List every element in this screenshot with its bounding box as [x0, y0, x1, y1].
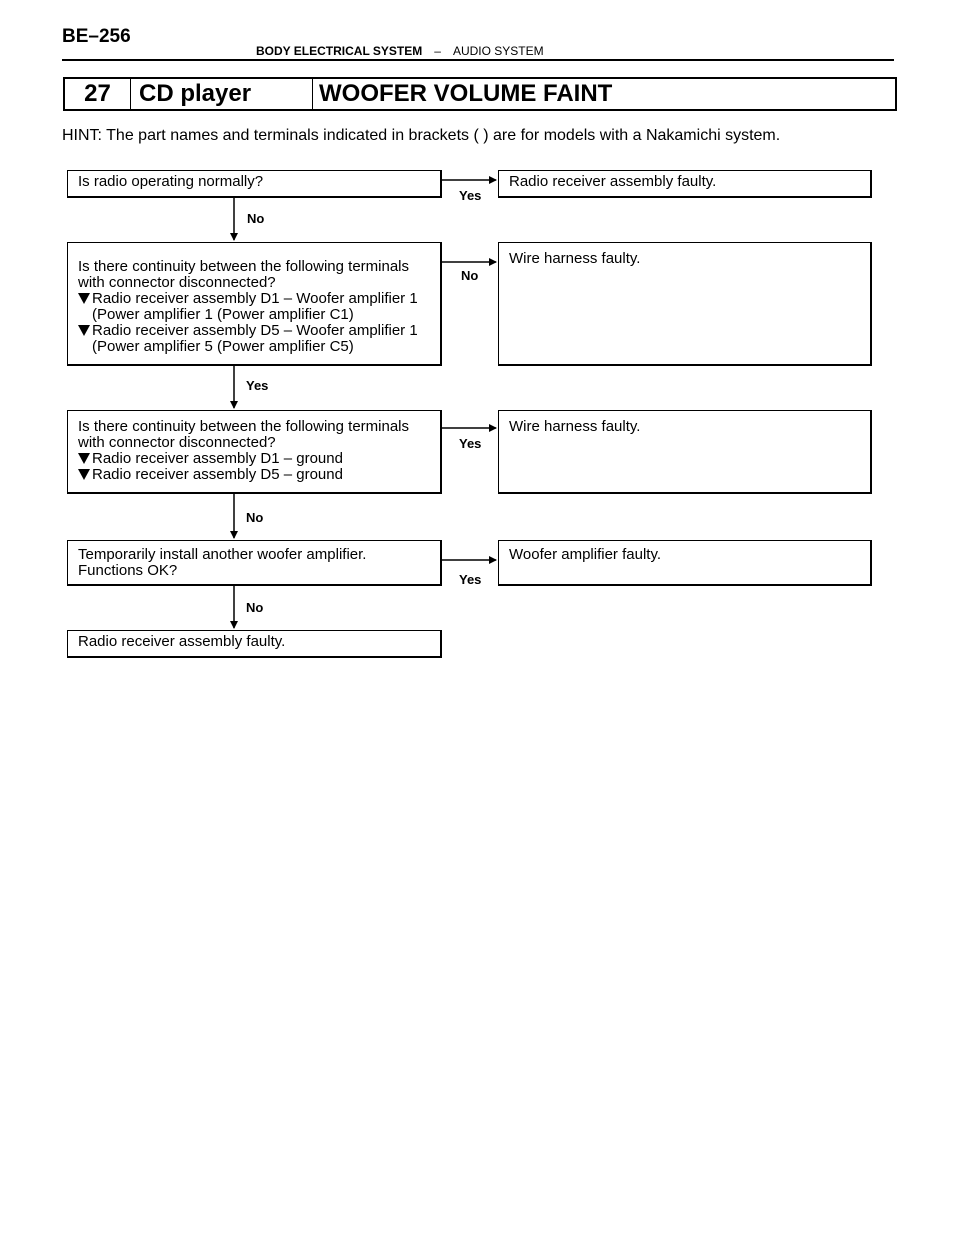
hint-text: HINT: The part names and terminals indicated in brackets ( ) are for models with a Nakamichi system.	[62, 127, 781, 144]
question-line: Is there continuity between the following terminals	[78, 418, 410, 435]
result-final-radio-receiver-faulty	[67, 630, 442, 658]
bullet-item	[78, 467, 430, 483]
result-wire-harness-faulty-1	[498, 242, 872, 366]
label-q1-yes: Yes	[459, 188, 482, 203]
result-wire-harness-faulty-2	[498, 410, 872, 494]
result-radio-receiver-faulty	[498, 170, 872, 198]
bullet-marker-icon	[78, 453, 90, 464]
bullet-item	[78, 451, 430, 467]
page-number: BE–256	[62, 26, 131, 47]
label-q2-yes: Yes	[246, 378, 269, 393]
label-q3-no: No	[246, 510, 264, 525]
question-radio-normal	[67, 170, 442, 198]
result-text: Wire harness faulty.	[509, 418, 641, 435]
header-separator: –	[434, 44, 441, 58]
question-line: with connector disconnected?	[78, 274, 276, 291]
title-number: 27	[65, 79, 131, 109]
bullet-text: Radio receiver assembly D5 – ground	[92, 466, 343, 483]
bullet-item	[78, 323, 430, 339]
label-q3-yes: Yes	[459, 436, 482, 451]
header-system: BODY ELECTRICAL SYSTEM	[256, 44, 423, 58]
bullet-marker-icon	[78, 293, 90, 304]
result-text: Radio receiver assembly faulty.	[78, 633, 286, 650]
result-text: Radio receiver assembly faulty.	[509, 173, 717, 190]
label-q2-no: No	[461, 268, 479, 283]
label-q4-yes: Yes	[459, 572, 482, 587]
title-component: CD player	[131, 79, 313, 109]
result-woofer-amplifier-faulty	[498, 540, 872, 586]
question-line: Is there continuity between the following terminals	[78, 258, 410, 275]
result-text: Wire harness faulty.	[509, 250, 641, 267]
bullet-text: Radio receiver assembly D1 – Woofer amplifier 1	[92, 290, 418, 307]
bullet-item	[78, 291, 430, 307]
question-replace-woofer-amplifier	[67, 540, 442, 586]
header-section: AUDIO SYSTEM	[452, 44, 544, 58]
question-line: with connector disconnected?	[78, 434, 276, 451]
bullet-subtext: (Power amplifier 1 (Power amplifier C1)	[92, 306, 354, 323]
bullet-text: Radio receiver assembly D5 – Woofer amplifier 1	[92, 322, 418, 339]
question-line: Functions OK?	[78, 562, 178, 579]
bullet-text: Radio receiver assembly D1 – ground	[92, 450, 343, 467]
result-text: Woofer amplifier faulty.	[509, 546, 661, 563]
bullet-marker-icon	[78, 325, 90, 336]
question-continuity-ground	[67, 410, 442, 494]
title-symptom: WOOFER VOLUME FAINT	[319, 80, 613, 107]
question-text: Is radio operating normally?	[78, 173, 264, 190]
question-continuity-amplifier	[67, 242, 442, 366]
bullet-subtext: (Power amplifier 5 (Power amplifier C5)	[92, 338, 354, 355]
bullet-marker-icon	[78, 469, 90, 480]
label-q4-no: No	[246, 600, 264, 615]
question-line: Temporarily install another woofer amplifier.	[78, 546, 367, 563]
label-q1-no: No	[247, 211, 265, 226]
